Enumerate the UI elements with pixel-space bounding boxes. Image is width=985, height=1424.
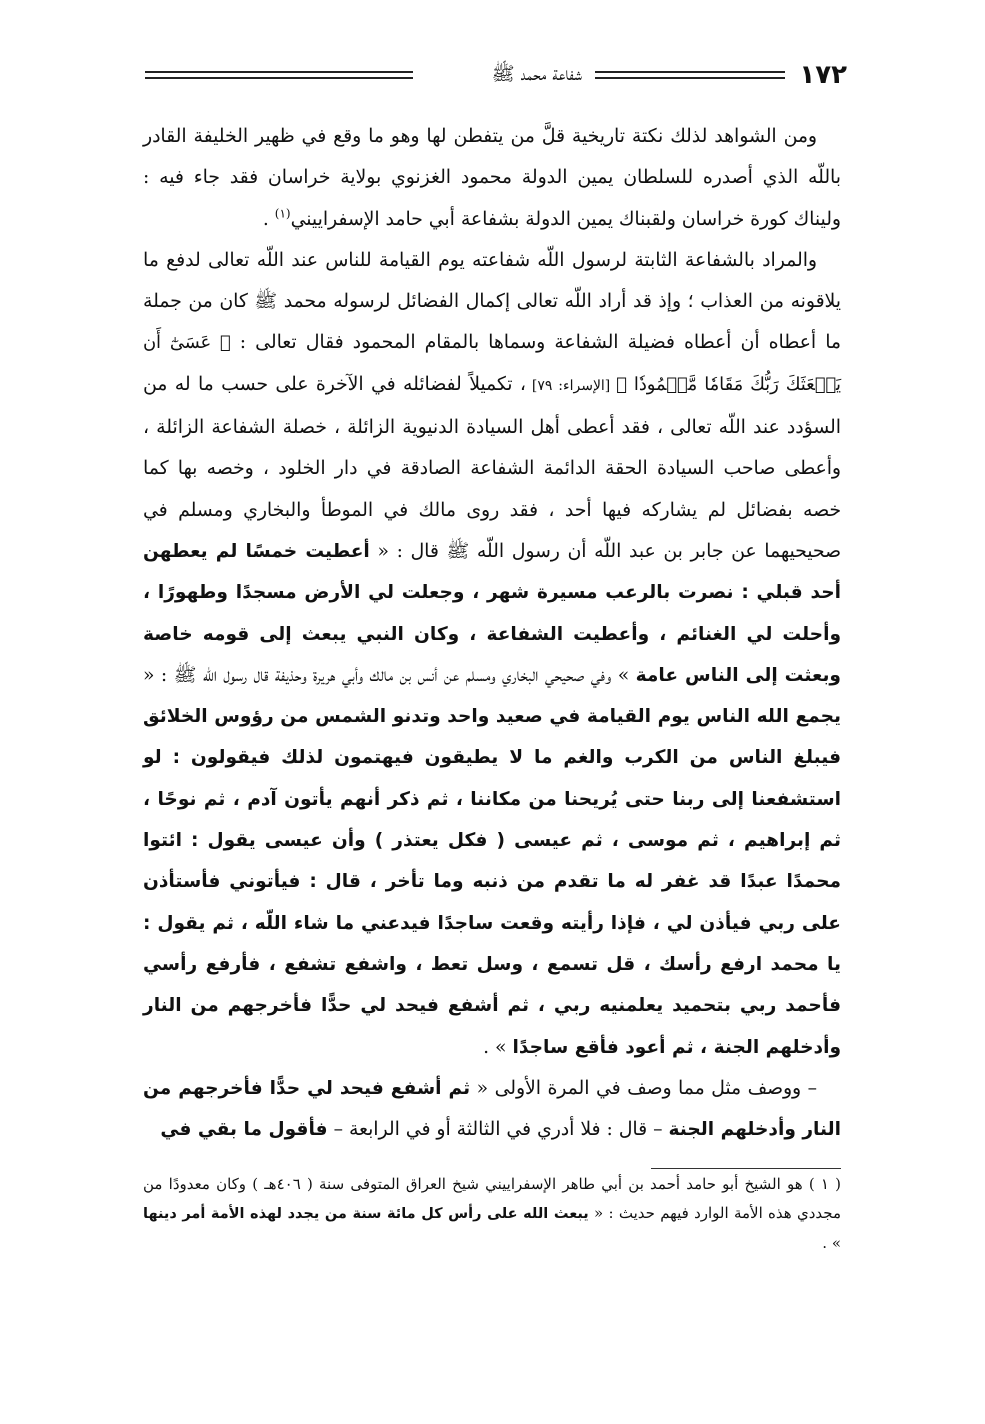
footnote-text-a: ( ١ ) هو الشيخ أبو حامد أحمد بن أبي طاهر الإسفراييني شيخ العراق المتوفى سنة ( ٤٠٦هـ ) وكان معدودًا من مجددي هذه الأمة الوارد فيهم حديث : « bbox=[143, 1175, 841, 1222]
paragraph-3-bold-1: ثم أشفع فيحد لي حدًّا فأخرجهم من النار وأدخلهم الجنة bbox=[143, 1077, 841, 1141]
paragraph-1-end: . bbox=[262, 208, 275, 230]
header-rule-left bbox=[145, 71, 413, 79]
header-rule-right bbox=[595, 71, 785, 79]
paragraph-1-text: ومن الشواهد لذلك نكتة تاريخية قلَّ من يتفطن لها وهو ما وقع في ظهير الخليفة القادر باللّه الذي أصدره للسلطان يمين الدولة محمود الغزنوي بولاية خراسان فقد جاء فيه : وليناك كورة خراسان ولقبناك يمين الدولة بشفاعة أبي حامد الإسفراييني bbox=[143, 126, 841, 230]
footnote-marker[interactable]: (١) bbox=[274, 206, 291, 221]
quran-verse: ﴿ عَسَىٰٓ أَن يَبۡعَثَكَ رَبُّكَ مَقَامٗا مَّحۡمُودٗا ﴾ bbox=[143, 332, 842, 395]
paragraph-3-part-a: – ووصف مثل مما وصف في المرة الأولى « bbox=[470, 1077, 817, 1099]
paragraph-2-part-b: ، تكميلاً لفضائله في الآخرة على حسب ما له من السؤدد عند اللّه تعالى ، فقد أعطى أهل السيادة الدنيوية الزائلة ، خصلة الشفاعة الزائلة ، وأعطى صاحب السيادة الحقة الدائمة الشفاعة الصادقة في دار الخلود ، وخصه بها كما خصه بفضائل لم يشاركه فيها أحد ، فقد روى مالك في الموطأ والبخاري ومسلم في صحيحيهما عن جابر بن عبد اللّه أن رسول اللّه ﷺ قال : « bbox=[143, 373, 842, 562]
paragraph-3-part-b: – قال : فلا أدري في الثالثة أو في الرابعة – bbox=[327, 1119, 669, 1141]
running-title: شفاعة محمد ﷺ bbox=[491, 63, 582, 85]
paragraph-1 bbox=[143, 116, 841, 240]
paragraph-3-bold-2: فأقول ما بقي في bbox=[160, 1119, 328, 1141]
footnote-section bbox=[143, 1170, 841, 1258]
paragraph-2 bbox=[143, 240, 841, 1068]
paragraph-2-end: » . bbox=[483, 1036, 513, 1058]
hadith-1: أعطيت خمسًا لم يعطهن أحد قبلي : نصرت بالرعب مسيرة شهر ، وجعلت لي الأرض مسجدًا وطهورًا ، وأحلت لي الغنائم ، وأعطيت الشفاعة ، وكان النبي يبعث إلى قومه خاصة وبعثت إلى الناس عامة bbox=[143, 540, 841, 686]
verse-reference: [الإسراء: ٧٩] bbox=[526, 377, 617, 394]
main-text bbox=[143, 116, 841, 1150]
footnote-text-b: » . bbox=[822, 1234, 841, 1252]
page-number: ١٧٢ bbox=[799, 60, 847, 90]
paragraph-3 bbox=[143, 1068, 841, 1151]
page-header bbox=[145, 60, 847, 94]
footnote-hadith: يبعث الله على رأس كل مائة سنة من يجدد لهذه الأمة أمر دينها bbox=[143, 1206, 589, 1222]
paragraph-2-part-c: » وفي صحيحي البخاري ومسلم عن أنس بن مالك وأبي هريرة وحذيفة قال رسول الله ﷺ : « bbox=[143, 664, 636, 686]
footnote-divider bbox=[651, 1168, 841, 1169]
paragraph-2-part-a: والمراد بالشفاعة الثابتة لرسول اللّه شفاعته يوم القيامة للناس عند اللّه تعالى لدفع ما يلاقونه من العذاب ؛ وإذ قد أراد اللّه تعالى إكمال الفضائل لرسوله محمد ﷺ كان من جملة ما أعطاه أن أعطاه فضيلة الشفاعة وسماها بالمقام المحمود فقال تعالى : bbox=[143, 249, 841, 354]
hadith-2: يجمع الله الناس يوم القيامة في صعيد واحد وتدنو الشمس من رؤوس الخلائق فيبلغ الناس من الكرب والغم ما لا يطيقون فيهتمون لذلك فيقولون : لو استشفعنا إلى ربنا حتى يُريحنا من مكاننا ، ثم ذكر أنهم يأتون آدم ، ثم نوحًا ، ثم إبراهيم ، ثم موسى ، ثم عيسى ( فكل يعتذر ) وأن عيسى يقول : ائتوا محمدًا عبدًا قد غفر له ما تقدم من ذنبه وما تأخر ، قال : فيأتوني فأستأذن على ربي فيأذن لي ، فإذا رأيته وقعت ساجدًا فيدعني ما شاء اللّه ، ثم يقول : يا محمد ارفع رأسك ، قل تسمع ، وسل تعط ، واشفع تشفع ، فأرفع رأسي فأحمد ربي بتحميد يعلمنيه ربي ، ثم أشفع فيحد لي حدًّا فأخرجهم من النار وأدخلهم الجنة ، ثم أعود فأقع ساجدًا bbox=[143, 706, 841, 1058]
